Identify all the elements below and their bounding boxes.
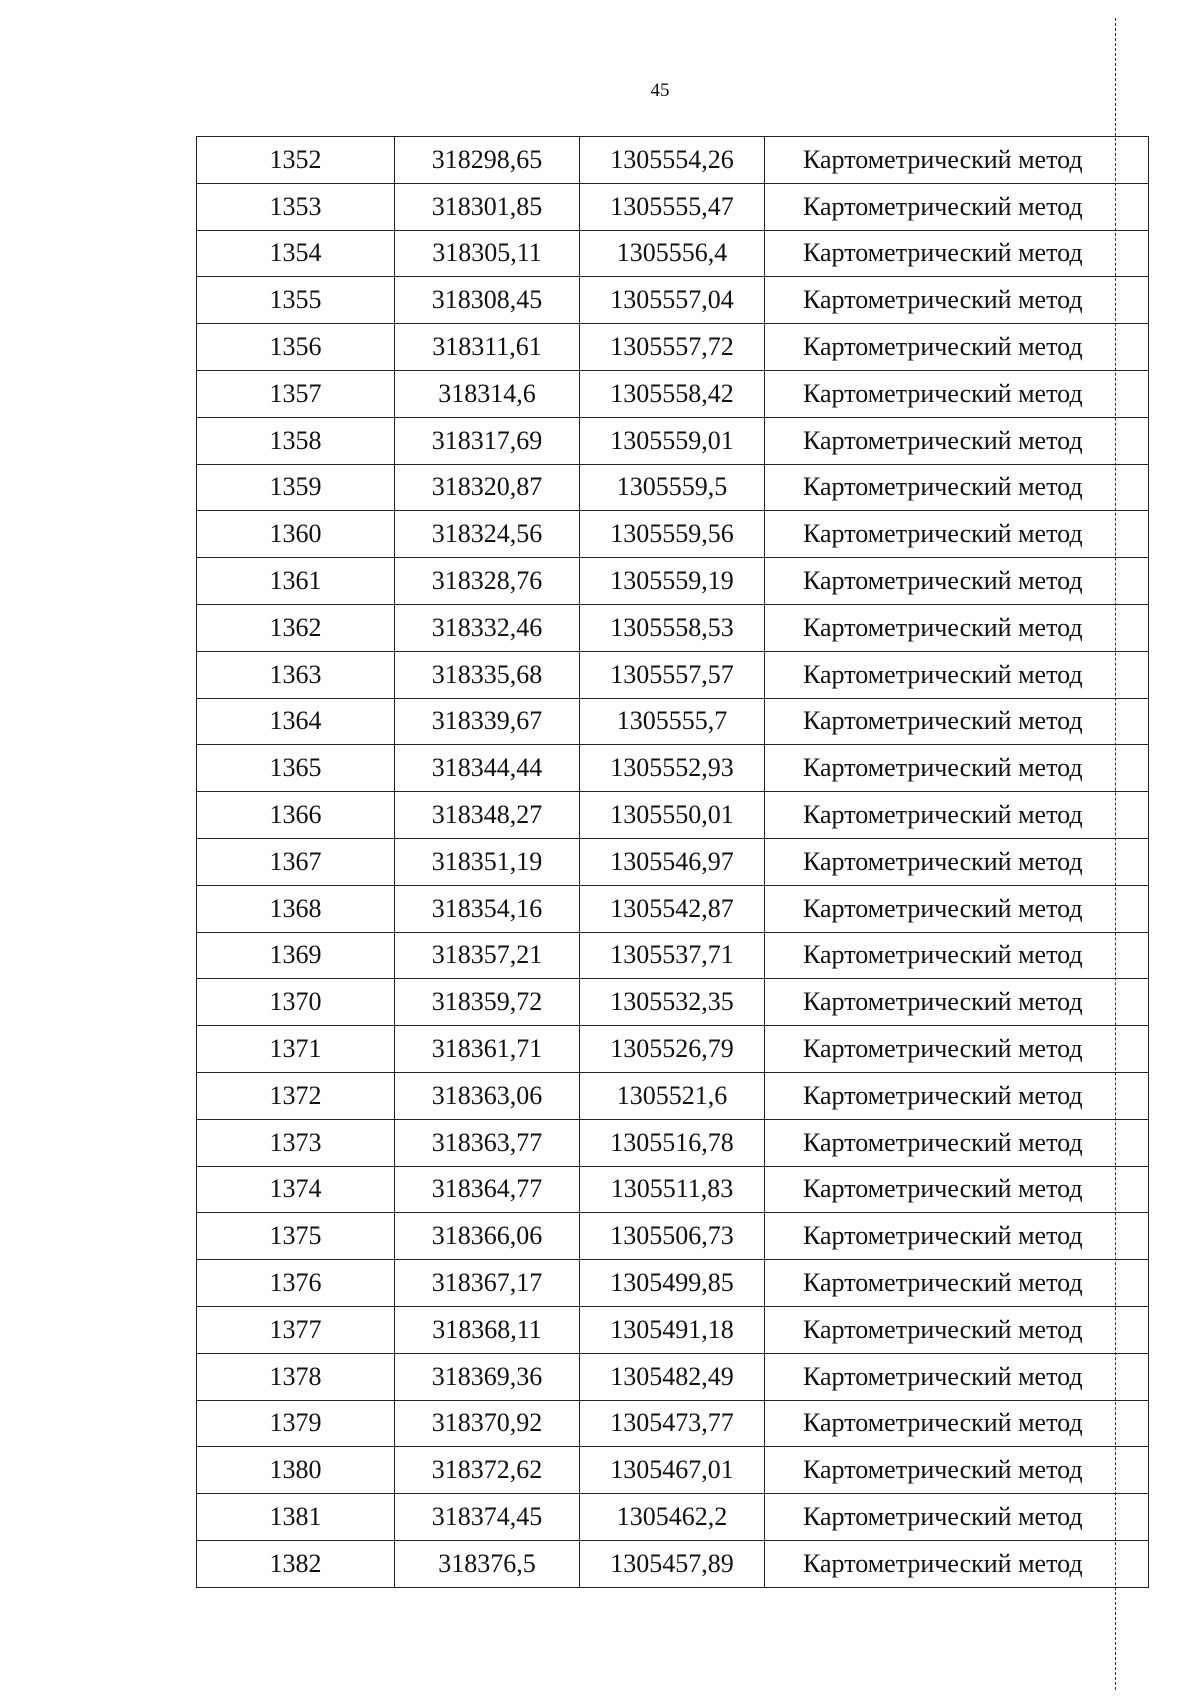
x-coordinate-cell: 318367,17 <box>395 1260 580 1307</box>
point-number-cell: 1354 <box>197 230 395 277</box>
method-cell: Картометрический метод <box>765 277 1149 324</box>
method-cell: Картометрический метод <box>765 932 1149 979</box>
y-coordinate-cell: 1305550,01 <box>580 792 765 839</box>
table-row <box>197 137 1149 184</box>
y-coordinate-cell: 1305511,83 <box>580 1166 765 1213</box>
point-number-cell: 1363 <box>197 651 395 698</box>
point-number-cell: 1382 <box>197 1540 395 1587</box>
method-cell: Картометрический метод <box>765 792 1149 839</box>
point-number-cell: 1368 <box>197 885 395 932</box>
point-number-cell: 1366 <box>197 792 395 839</box>
point-number-cell: 1371 <box>197 1026 395 1073</box>
method-cell: Картометрический метод <box>765 604 1149 651</box>
table-row <box>197 1072 1149 1119</box>
table-row <box>197 558 1149 605</box>
method-cell: Картометрический метод <box>765 1260 1149 1307</box>
table-row <box>197 1166 1149 1213</box>
y-coordinate-cell: 1305516,78 <box>580 1119 765 1166</box>
method-cell: Картометрический метод <box>765 1447 1149 1494</box>
method-cell: Картометрический метод <box>765 370 1149 417</box>
x-coordinate-cell: 318339,67 <box>395 698 580 745</box>
x-coordinate-cell: 318332,46 <box>395 604 580 651</box>
method-cell: Картометрический метод <box>765 183 1149 230</box>
point-number-cell: 1373 <box>197 1119 395 1166</box>
point-number-cell: 1365 <box>197 745 395 792</box>
method-cell: Картометрический метод <box>765 1213 1149 1260</box>
table-row <box>197 932 1149 979</box>
y-coordinate-cell: 1305462,2 <box>580 1494 765 1541</box>
table-row <box>197 792 1149 839</box>
table-row <box>197 417 1149 464</box>
point-number-cell: 1370 <box>197 979 395 1026</box>
y-coordinate-cell: 1305557,72 <box>580 324 765 371</box>
point-number-cell: 1381 <box>197 1494 395 1541</box>
x-coordinate-cell: 318364,77 <box>395 1166 580 1213</box>
table-row <box>197 651 1149 698</box>
y-coordinate-cell: 1305558,42 <box>580 370 765 417</box>
method-cell: Картометрический метод <box>765 1494 1149 1541</box>
table-row <box>197 1260 1149 1307</box>
y-coordinate-cell: 1305482,49 <box>580 1353 765 1400</box>
method-cell: Картометрический метод <box>765 1119 1149 1166</box>
method-cell: Картометрический метод <box>765 745 1149 792</box>
point-number-cell: 1358 <box>197 417 395 464</box>
y-coordinate-cell: 1305554,26 <box>580 137 765 184</box>
x-coordinate-cell: 318305,11 <box>395 230 580 277</box>
method-cell: Картометрический метод <box>765 1353 1149 1400</box>
x-coordinate-cell: 318335,68 <box>395 651 580 698</box>
page-number: 45 <box>650 80 670 101</box>
point-number-cell: 1362 <box>197 604 395 651</box>
x-coordinate-cell: 318363,77 <box>395 1119 580 1166</box>
y-coordinate-cell: 1305532,35 <box>580 979 765 1026</box>
method-cell: Картометрический метод <box>765 698 1149 745</box>
y-coordinate-cell: 1305546,97 <box>580 838 765 885</box>
point-number-cell: 1353 <box>197 183 395 230</box>
table-row <box>197 1119 1149 1166</box>
table-row <box>197 230 1149 277</box>
y-coordinate-cell: 1305557,04 <box>580 277 765 324</box>
method-cell: Картометрический метод <box>765 417 1149 464</box>
table-row <box>197 464 1149 511</box>
table-row <box>197 370 1149 417</box>
y-coordinate-cell: 1305559,56 <box>580 511 765 558</box>
y-coordinate-cell: 1305537,71 <box>580 932 765 979</box>
table-row <box>197 1494 1149 1541</box>
y-coordinate-cell: 1305491,18 <box>580 1306 765 1353</box>
point-number-cell: 1378 <box>197 1353 395 1400</box>
method-cell: Картометрический метод <box>765 1540 1149 1587</box>
point-number-cell: 1374 <box>197 1166 395 1213</box>
point-number-cell: 1377 <box>197 1306 395 1353</box>
x-coordinate-cell: 318372,62 <box>395 1447 580 1494</box>
table-row <box>197 745 1149 792</box>
table-row <box>197 1447 1149 1494</box>
point-number-cell: 1369 <box>197 932 395 979</box>
x-coordinate-cell: 318370,92 <box>395 1400 580 1447</box>
table-row <box>197 838 1149 885</box>
method-cell: Картометрический метод <box>765 511 1149 558</box>
point-number-cell: 1372 <box>197 1072 395 1119</box>
y-coordinate-cell: 1305556,4 <box>580 230 765 277</box>
table-row <box>197 1306 1149 1353</box>
table-row <box>197 885 1149 932</box>
table-row <box>197 979 1149 1026</box>
point-number-cell: 1352 <box>197 137 395 184</box>
point-number-cell: 1367 <box>197 838 395 885</box>
point-number-cell: 1379 <box>197 1400 395 1447</box>
method-cell: Картометрический метод <box>765 1306 1149 1353</box>
x-coordinate-cell: 318357,21 <box>395 932 580 979</box>
x-coordinate-cell: 318311,61 <box>395 324 580 371</box>
x-coordinate-cell: 318298,65 <box>395 137 580 184</box>
x-coordinate-cell: 318366,06 <box>395 1213 580 1260</box>
table-row <box>197 1026 1149 1073</box>
y-coordinate-cell: 1305457,89 <box>580 1540 765 1587</box>
table-row <box>197 1353 1149 1400</box>
x-coordinate-cell: 318314,6 <box>395 370 580 417</box>
method-cell: Картометрический метод <box>765 838 1149 885</box>
method-cell: Картометрический метод <box>765 137 1149 184</box>
coordinates-table <box>196 136 1149 1588</box>
y-coordinate-cell: 1305552,93 <box>580 745 765 792</box>
table-row <box>197 277 1149 324</box>
table-row <box>197 324 1149 371</box>
x-coordinate-cell: 318354,16 <box>395 885 580 932</box>
method-cell: Картометрический метод <box>765 324 1149 371</box>
x-coordinate-cell: 318363,06 <box>395 1072 580 1119</box>
point-number-cell: 1357 <box>197 370 395 417</box>
x-coordinate-cell: 318359,72 <box>395 979 580 1026</box>
y-coordinate-cell: 1305557,57 <box>580 651 765 698</box>
point-number-cell: 1375 <box>197 1213 395 1260</box>
point-number-cell: 1361 <box>197 558 395 605</box>
method-cell: Картометрический метод <box>765 1072 1149 1119</box>
point-number-cell: 1360 <box>197 511 395 558</box>
y-coordinate-cell: 1305559,19 <box>580 558 765 605</box>
table-row <box>197 1540 1149 1587</box>
y-coordinate-cell: 1305521,6 <box>580 1072 765 1119</box>
method-cell: Картометрический метод <box>765 651 1149 698</box>
method-cell: Картометрический метод <box>765 558 1149 605</box>
x-coordinate-cell: 318351,19 <box>395 838 580 885</box>
y-coordinate-cell: 1305506,73 <box>580 1213 765 1260</box>
coordinates-table-body <box>197 137 1149 1588</box>
x-coordinate-cell: 318301,85 <box>395 183 580 230</box>
x-coordinate-cell: 318308,45 <box>395 277 580 324</box>
point-number-cell: 1380 <box>197 1447 395 1494</box>
method-cell: Картометрический метод <box>765 1400 1149 1447</box>
x-coordinate-cell: 318376,5 <box>395 1540 580 1587</box>
method-cell: Картометрический метод <box>765 464 1149 511</box>
table-row <box>197 511 1149 558</box>
table-row <box>197 183 1149 230</box>
y-coordinate-cell: 1305526,79 <box>580 1026 765 1073</box>
point-number-cell: 1376 <box>197 1260 395 1307</box>
table-row <box>197 1400 1149 1447</box>
x-coordinate-cell: 318348,27 <box>395 792 580 839</box>
y-coordinate-cell: 1305555,7 <box>580 698 765 745</box>
y-coordinate-cell: 1305473,77 <box>580 1400 765 1447</box>
x-coordinate-cell: 318317,69 <box>395 417 580 464</box>
y-coordinate-cell: 1305467,01 <box>580 1447 765 1494</box>
method-cell: Картометрический метод <box>765 230 1149 277</box>
point-number-cell: 1355 <box>197 277 395 324</box>
method-cell: Картометрический метод <box>765 885 1149 932</box>
method-cell: Картометрический метод <box>765 979 1149 1026</box>
x-coordinate-cell: 318374,45 <box>395 1494 580 1541</box>
x-coordinate-cell: 318344,44 <box>395 745 580 792</box>
table-row <box>197 698 1149 745</box>
y-coordinate-cell: 1305555,47 <box>580 183 765 230</box>
table-row <box>197 604 1149 651</box>
method-cell: Картометрический метод <box>765 1166 1149 1213</box>
x-coordinate-cell: 318328,76 <box>395 558 580 605</box>
method-cell: Картометрический метод <box>765 1026 1149 1073</box>
y-coordinate-cell: 1305499,85 <box>580 1260 765 1307</box>
table-row <box>197 1213 1149 1260</box>
point-number-cell: 1359 <box>197 464 395 511</box>
point-number-cell: 1356 <box>197 324 395 371</box>
y-coordinate-cell: 1305559,5 <box>580 464 765 511</box>
x-coordinate-cell: 318368,11 <box>395 1306 580 1353</box>
y-coordinate-cell: 1305542,87 <box>580 885 765 932</box>
x-coordinate-cell: 318324,56 <box>395 511 580 558</box>
point-number-cell: 1364 <box>197 698 395 745</box>
y-coordinate-cell: 1305559,01 <box>580 417 765 464</box>
y-coordinate-cell: 1305558,53 <box>580 604 765 651</box>
x-coordinate-cell: 318369,36 <box>395 1353 580 1400</box>
x-coordinate-cell: 318361,71 <box>395 1026 580 1073</box>
x-coordinate-cell: 318320,87 <box>395 464 580 511</box>
